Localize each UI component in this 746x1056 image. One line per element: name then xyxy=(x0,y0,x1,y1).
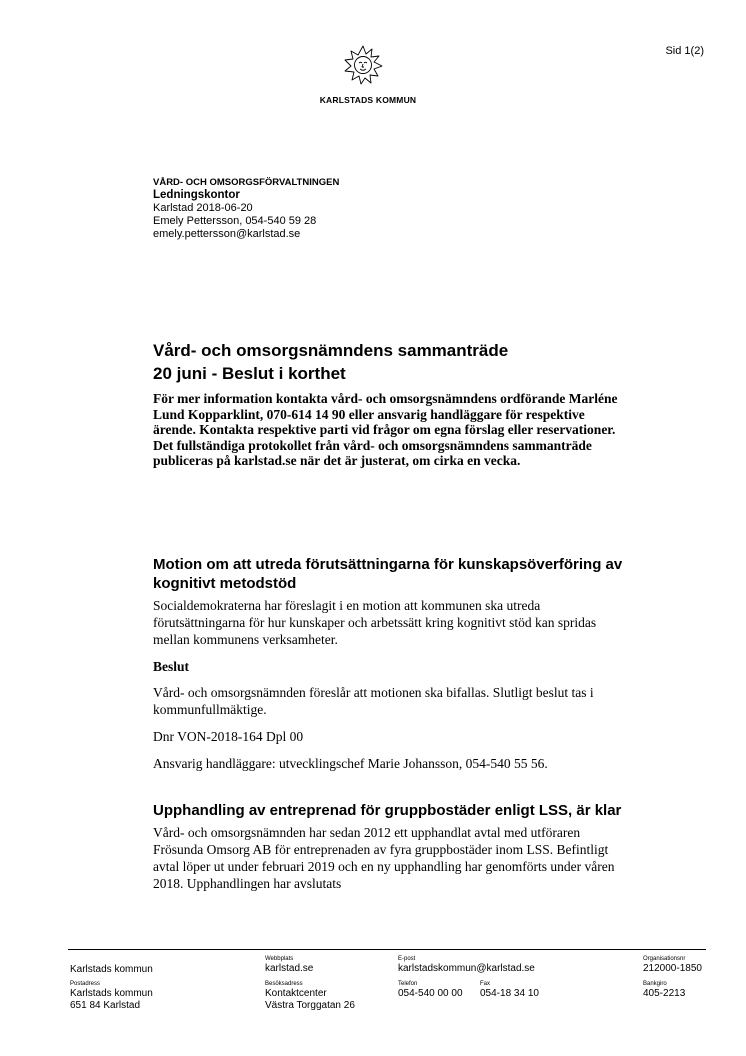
footer-orgnr-label: Organisationsnr xyxy=(643,956,686,962)
footer-web-label: Webbplats xyxy=(265,956,294,962)
footer-bankgiro-label: Bankgiro xyxy=(643,981,667,987)
sun-logo-icon xyxy=(343,45,383,85)
contact-person: Emely Pettersson, 054-540 59 28 xyxy=(153,215,317,227)
page-title-line-2: 20 juni - Beslut i korthet xyxy=(153,364,346,383)
footer-org: Karlstads kommun xyxy=(70,964,153,975)
case-number: Dnr VON-2018-164 Dpl 00 xyxy=(153,729,304,744)
department-name: VÅRD- OCH OMSORGSFÖRVALTNINGEN xyxy=(153,177,340,188)
page-title xyxy=(153,339,613,385)
decision-label: Beslut xyxy=(153,659,190,674)
footer-postal-line-2: 651 84 Karlstad xyxy=(70,1000,141,1011)
section-procurement xyxy=(153,801,623,902)
section-body: Socialdemokraterna har föreslagit i en motion att kommunen ska utreda förutsättningarna för hur kunskaper och arbetssätt kring kognitivt stöd kan spridas mellan kommunens verksamheter. xyxy=(153,598,597,647)
responsible-officer: Ansvarig handläggare: utvecklingschef Marie Johansson, 054-540 55 56. xyxy=(153,756,548,771)
footer-phone-label: Telefon xyxy=(398,981,418,987)
section-body: Vård- och omsorgsnämnden har sedan 2012 ett upphandlat avtal med utföraren Frösunda Omsorg AB för entreprenaden av fyra gruppbostäder inom LSS. Befintligt avtal löper ut under februari 2019 och en ny upphandling har genomförts under våren 2018. Upphandlingen har avslutats xyxy=(153,825,615,891)
section-motion xyxy=(153,555,623,782)
footer-visit-line-2: Västra Torggatan 26 xyxy=(265,1000,355,1011)
page-title-line-1: Vård- och omsorgsnämndens sammanträde xyxy=(153,341,509,360)
footer-divider xyxy=(68,949,706,950)
footer-orgnr: 212000-1850 xyxy=(643,963,702,974)
footer-postal-line-1: Karlstads kommun xyxy=(70,988,153,999)
footer-phone: 054-540 00 00 xyxy=(398,988,463,999)
intro-paragraph: För mer information kontakta vård- och omsorgsnämndens ordförande Marléne Lund Kopparklint, 070-614 14 90 eller ansvarig handläggare för respektive ärende. Kontakta respektive parti vid frågor om egna förslag eller reservationer. Det fullständiga protokollet från vård- och omsorgsnämndens sammanträde publiceras på karlstad.se när det är justerat, om cirka en vecka. xyxy=(153,391,618,468)
footer-postal-label: Postadress xyxy=(70,981,101,987)
place-date: Karlstad 2018-06-20 xyxy=(153,202,253,214)
contact-email: emely.pettersson@karlstad.se xyxy=(153,228,301,240)
section-heading: Motion om att utreda förutsättningarna för kunskapsöverföring av kognitivt metodstöd xyxy=(153,556,623,592)
footer-visit-label: Besöksadress xyxy=(265,981,303,987)
footer-visit-line-1: Kontaktcenter xyxy=(265,988,327,999)
office-name: Ledningskontor xyxy=(153,189,240,201)
section-heading: Upphandling av entreprenad för gruppbostäder enligt LSS, är klar xyxy=(153,802,622,819)
decision-text: Vård- och omsorgsnämnden föreslår att motionen ska bifallas. Slutligt beslut tas i kommunfullmäktige. xyxy=(153,685,594,717)
organization-name: KARLSTADS KOMMUN xyxy=(319,95,417,105)
footer-email-label: E-post xyxy=(398,956,416,962)
page-number: Sid 1(2) xyxy=(665,45,704,57)
sender-block xyxy=(153,176,339,241)
footer-bankgiro: 405-2213 xyxy=(643,988,686,999)
footer-email: karlstadskommun@karlstad.se xyxy=(398,963,535,974)
footer-fax: 054-18 34 10 xyxy=(480,988,539,999)
footer-web: karlstad.se xyxy=(265,963,314,974)
footer-fax-label: Fax xyxy=(480,981,491,987)
